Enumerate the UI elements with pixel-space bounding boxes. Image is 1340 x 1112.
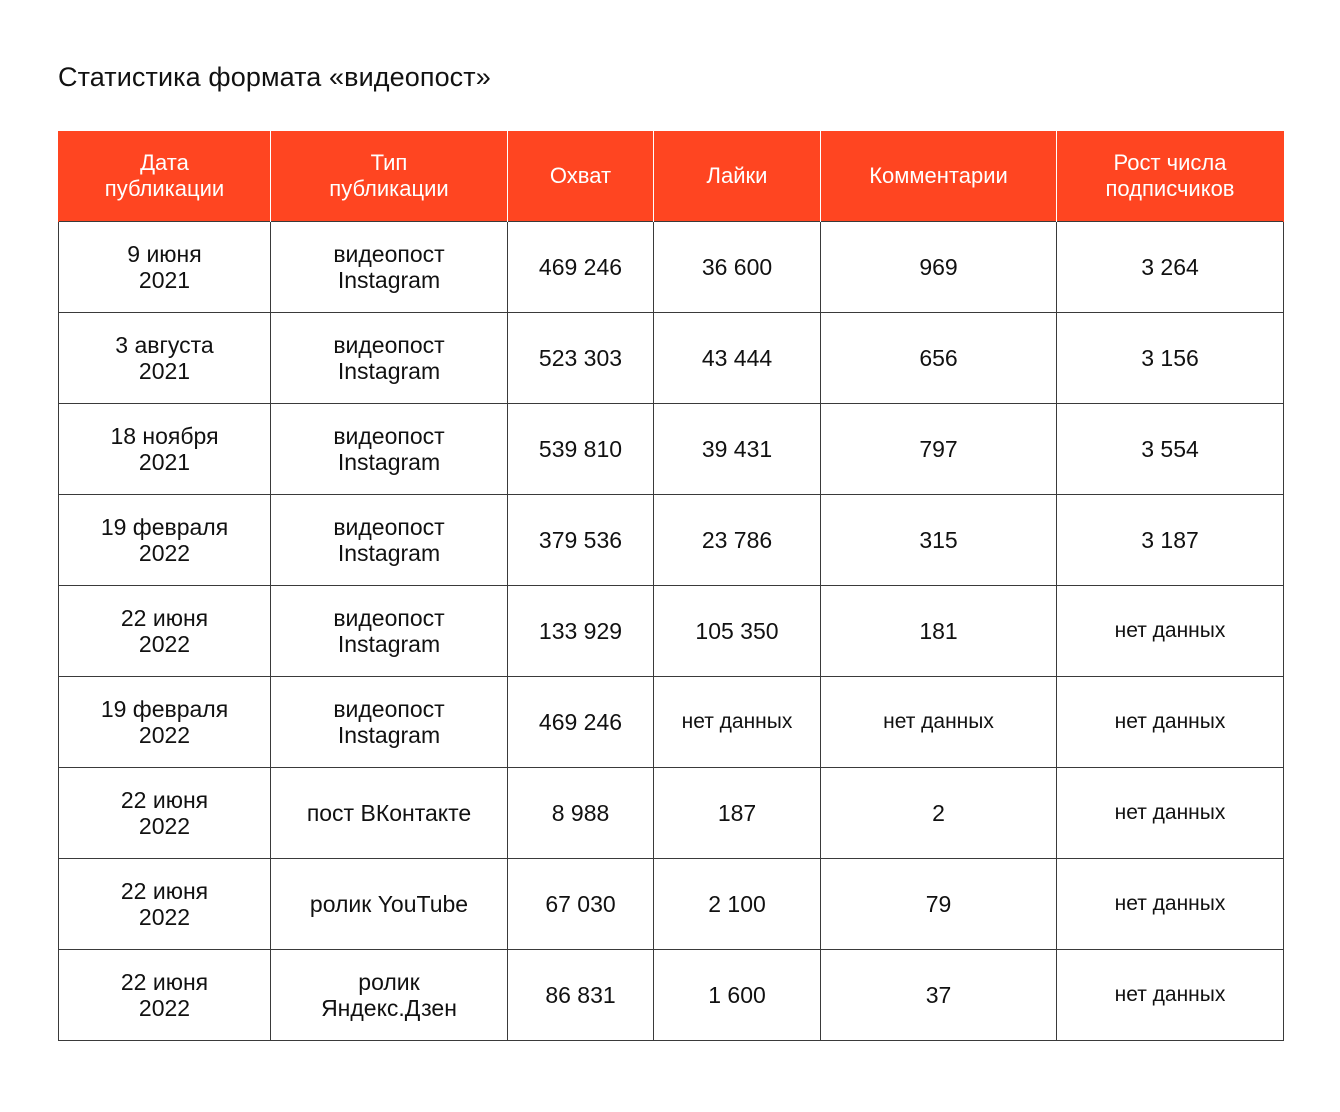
cell-date: 18 ноября 2021 (59, 404, 271, 495)
cell-comments: 315 (821, 495, 1057, 586)
cell-comments: 656 (821, 313, 1057, 404)
cell-reach: 539 810 (508, 404, 654, 495)
table-row (59, 677, 1284, 768)
cell-type: видеопост Instagram (271, 222, 508, 313)
table-body (59, 222, 1284, 1041)
cell-reach: 469 246 (508, 677, 654, 768)
cell-date: 22 июня 2022 (59, 950, 271, 1041)
cell-reach: 86 831 (508, 950, 654, 1041)
cell-subscribers: нет данных (1057, 950, 1284, 1041)
cell-reach: 469 246 (508, 222, 654, 313)
cell-comments: 181 (821, 586, 1057, 677)
cell-likes: 23 786 (654, 495, 821, 586)
cell-comments: 2 (821, 768, 1057, 859)
table-row (59, 495, 1284, 586)
table-row (59, 768, 1284, 859)
cell-date: 22 июня 2022 (59, 859, 271, 950)
cell-date: 22 июня 2022 (59, 768, 271, 859)
cell-comments: 37 (821, 950, 1057, 1041)
cell-reach: 379 536 (508, 495, 654, 586)
cell-likes: 187 (654, 768, 821, 859)
cell-type: видеопост Instagram (271, 404, 508, 495)
column-header-type: Тип публикации (271, 131, 508, 222)
cell-type: видеопост Instagram (271, 313, 508, 404)
cell-likes: 43 444 (654, 313, 821, 404)
column-header-subscribers: Рост числа подписчиков (1057, 131, 1284, 222)
table-row (59, 950, 1284, 1041)
cell-comments: нет данных (821, 677, 1057, 768)
table-row (59, 859, 1284, 950)
cell-reach: 67 030 (508, 859, 654, 950)
cell-comments: 969 (821, 222, 1057, 313)
cell-reach: 133 929 (508, 586, 654, 677)
cell-likes: 1 600 (654, 950, 821, 1041)
table-row (59, 404, 1284, 495)
cell-date: 9 июня 2021 (59, 222, 271, 313)
cell-type: ролик YouTube (271, 859, 508, 950)
cell-type: видеопост Instagram (271, 677, 508, 768)
table-row (59, 313, 1284, 404)
cell-subscribers: 3 264 (1057, 222, 1284, 313)
cell-date: 19 февраля 2022 (59, 677, 271, 768)
cell-comments: 79 (821, 859, 1057, 950)
cell-subscribers: 3 554 (1057, 404, 1284, 495)
cell-comments: 797 (821, 404, 1057, 495)
cell-likes: 39 431 (654, 404, 821, 495)
table-row (59, 222, 1284, 313)
cell-subscribers: 3 187 (1057, 495, 1284, 586)
cell-date: 19 февраля 2022 (59, 495, 271, 586)
cell-type: видеопост Instagram (271, 586, 508, 677)
cell-subscribers: нет данных (1057, 859, 1284, 950)
cell-type: видеопост Instagram (271, 495, 508, 586)
column-header-date: Дата публикации (59, 131, 271, 222)
cell-reach: 8 988 (508, 768, 654, 859)
column-header-reach: Охват (508, 131, 654, 222)
cell-type: ролик Яндекс.Дзен (271, 950, 508, 1041)
cell-subscribers: 3 156 (1057, 313, 1284, 404)
header-row (59, 131, 1284, 222)
cell-subscribers: нет данных (1057, 586, 1284, 677)
page-title: Статистика формата «видеопост» (58, 62, 491, 92)
cell-likes: нет данных (654, 677, 821, 768)
cell-date: 22 июня 2022 (59, 586, 271, 677)
column-header-comments: Комментарии (821, 131, 1057, 222)
cell-reach: 523 303 (508, 313, 654, 404)
cell-date: 3 августа 2021 (59, 313, 271, 404)
table-row (59, 586, 1284, 677)
cell-likes: 2 100 (654, 859, 821, 950)
cell-likes: 36 600 (654, 222, 821, 313)
cell-type: пост ВКонтакте (271, 768, 508, 859)
cell-likes: 105 350 (654, 586, 821, 677)
cell-subscribers: нет данных (1057, 677, 1284, 768)
stats-table (58, 131, 1284, 1041)
column-header-likes: Лайки (654, 131, 821, 222)
cell-subscribers: нет данных (1057, 768, 1284, 859)
table-header (59, 131, 1284, 222)
